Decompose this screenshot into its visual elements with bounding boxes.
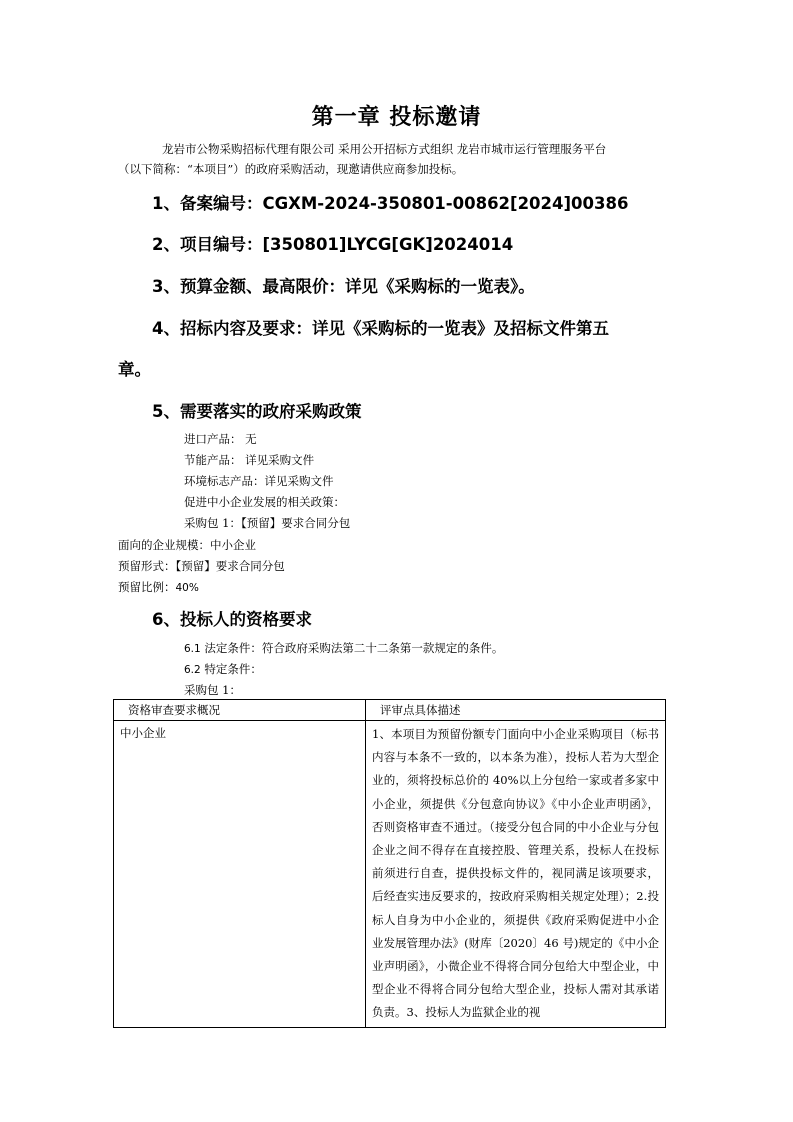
- policy-sme: 促进中小企业发展的相关政策：: [184, 495, 345, 509]
- special-number: 6.2: [184, 664, 201, 676]
- heading-policy: 5、需要落实的政府采购政策: [152, 402, 362, 421]
- table-cell-summary: 中小企业: [114, 721, 366, 1028]
- policy-env-products: 环境标志产品：详见采购文件: [184, 474, 334, 488]
- heading-qualification: 6、投标人的资格要求: [152, 610, 312, 629]
- policy-package-1: 采购包 1：【预留】要求合同分包: [184, 516, 351, 530]
- legal-text: 法定条件：符合政府采购法第二十二条第一款规定的条件。: [200, 641, 504, 655]
- policy-reserve-form: 预留形式：【预留】要求合同分包: [118, 559, 285, 573]
- policy-reserve-ratio: [118, 577, 199, 598]
- table-header-summary: 资格审查要求概况: [114, 700, 366, 721]
- special-text: 特定条件：: [200, 662, 262, 676]
- qualification-special: [184, 659, 262, 680]
- chapter-title: 第一章 投标邀请: [311, 105, 482, 130]
- qualification-table: [113, 699, 666, 1028]
- heading-budget: 3、预算金额、最高限价：详见《采购标的一览表》。: [152, 277, 535, 296]
- reserve-ratio-label: 预留比例：: [118, 580, 176, 594]
- heading-record-number: 1、备案编号：CGXM-2024-350801-00862[2024]00386: [152, 194, 629, 213]
- intro-paragraph: [118, 139, 678, 179]
- policy-energy-products: 节能产品： 详见采购文件: [184, 453, 315, 467]
- qualification-legal: [184, 638, 503, 659]
- qualification-package: 采购包 1：: [184, 683, 241, 697]
- intro-line-2: （以下简称：“本项目”）的政府采购活动，现邀请供应商参加投标。: [118, 162, 464, 176]
- table-header-row: [114, 700, 666, 721]
- policy-import-products: 进口产品： 无: [184, 432, 257, 446]
- heading-tender-content: 4、招标内容及要求：详见《采购标的一览表》及招标文件第五: [152, 319, 609, 338]
- table-row: [114, 721, 666, 1028]
- legal-number: 6.1: [184, 643, 201, 655]
- heading-tender-content-cont: 章。: [118, 360, 151, 379]
- policy-enterprise-scale: 面向的企业规模：中小企业: [118, 538, 256, 552]
- reserve-ratio-value: 40%: [175, 582, 199, 594]
- intro-line-1: 龙岩市公物采购招标代理有限公司 采用公开招标方式组织 龙岩市城市运行管理服务平台: [162, 142, 607, 156]
- table-header-description: 评审点具体描述: [366, 700, 666, 721]
- heading-project-number: 2、项目编号：[350801]LYCG[GK]2024014: [152, 235, 514, 254]
- table-cell-description: 1、本项目为预留份额专门面向中小企业采购项目（标书内容与本条不一致的，以本条为准），投标人若为大型企业的，须将投标总价的 40%以上分包给一家或者多家中小企业，须提供《分包意向协议》《中小企业声明函》，否则资格审查不通过。（接受分包合同的中小企业与分包企业之间不得存在直接控股、管理关系，投标人在投标前须进行自查，提供投标文件的，视同满足该项要求，后经查实违反要求的，按政府采购相关规定处理）；2.投标人自身为中小企业的，须提供《政府采购促进中小企业发展管理办法》(财库〔2020〕46 号)规定的《中小企业声明函》，小微企业不得将合同分包给大中型企业，中型企业不得将合同分包给大型企业，投标人需对其承诺负责。3、投标人为监狱企业的视: [366, 721, 666, 1028]
